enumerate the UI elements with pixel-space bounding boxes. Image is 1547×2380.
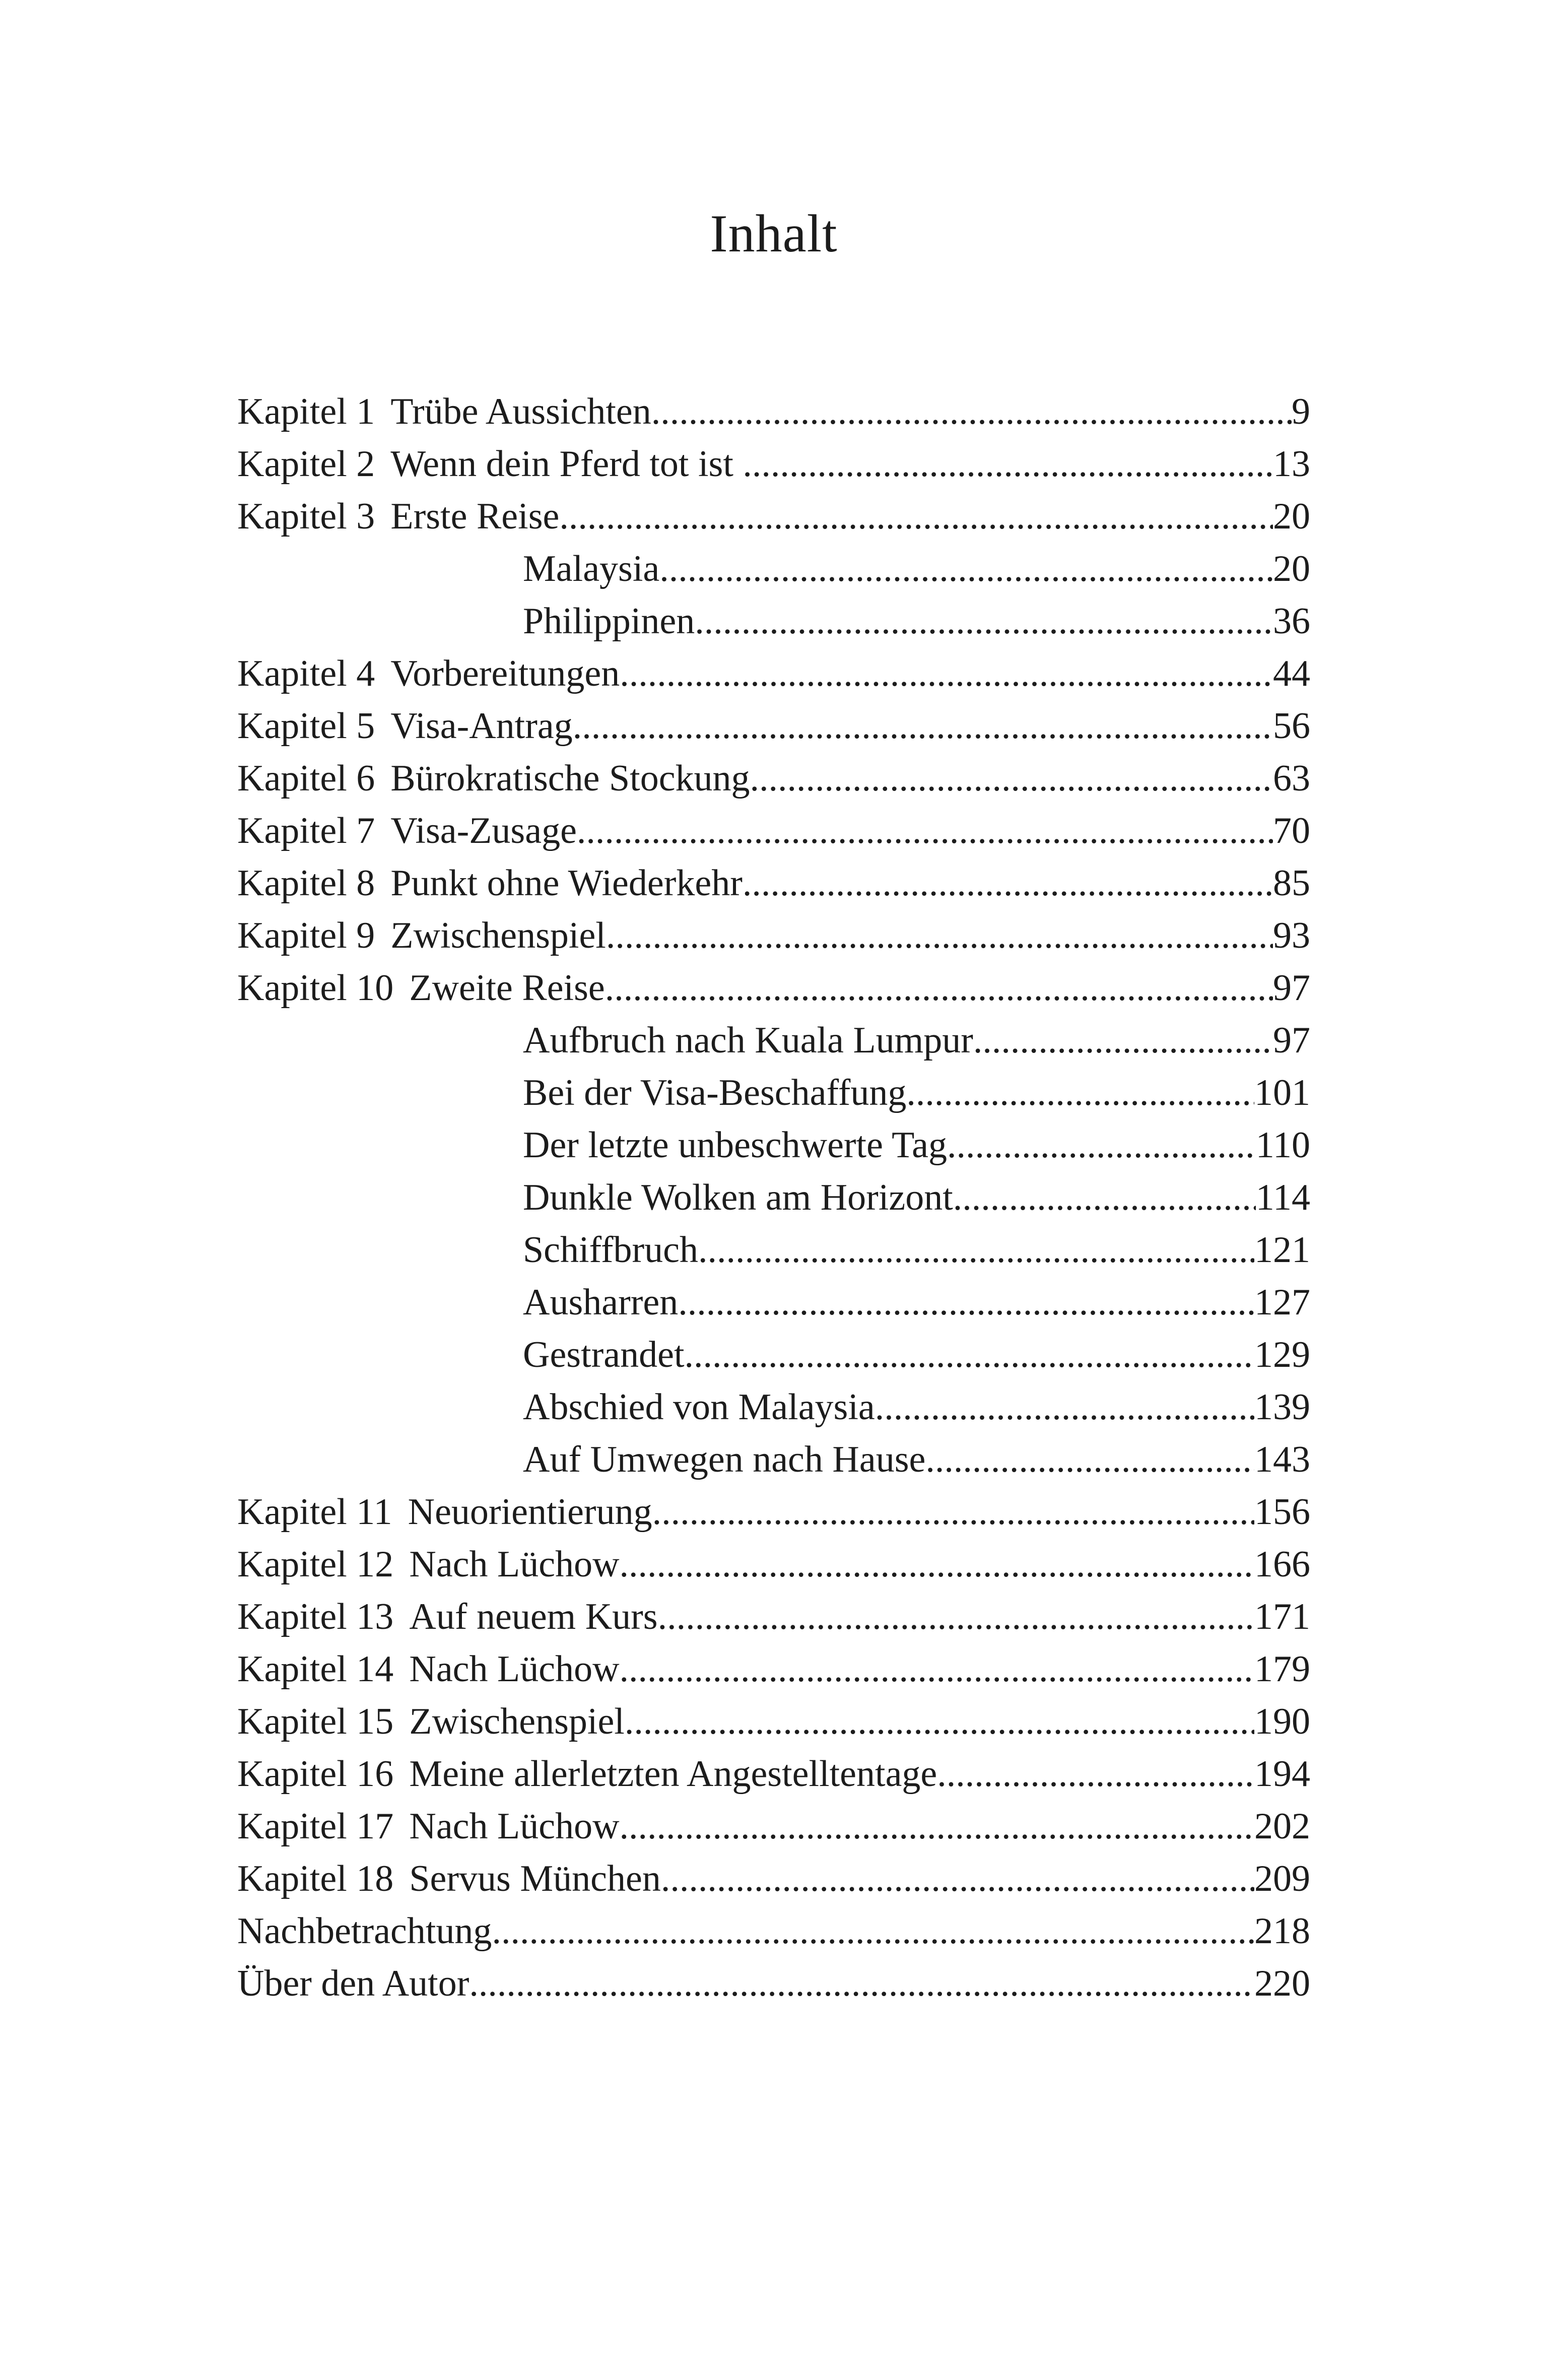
section-title: Auf Umwegen nach Hause — [523, 1439, 926, 1481]
chapter-label: Kapitel 9 — [237, 915, 375, 957]
dot-leader — [652, 1486, 1254, 1538]
page-number: 139 — [1254, 1386, 1310, 1428]
toc-entry — [237, 700, 1310, 752]
page-number: 121 — [1254, 1229, 1310, 1271]
dot-leader — [937, 1748, 1254, 1800]
toc-entry — [237, 490, 1310, 543]
page-number: 127 — [1254, 1282, 1310, 1324]
toc-entry — [237, 438, 1310, 490]
page-number: 190 — [1254, 1701, 1310, 1743]
toc-entry — [237, 1853, 1310, 1905]
dot-leader — [620, 1643, 1254, 1695]
dot-leader — [906, 1067, 1254, 1119]
page-number: 56 — [1273, 705, 1310, 747]
toc-entry — [237, 647, 1310, 700]
dot-leader — [620, 1800, 1254, 1853]
chapter-title: Zweite Reise — [409, 967, 605, 1009]
toc-entry — [237, 1695, 1310, 1748]
chapter-label: Kapitel 5 — [237, 705, 375, 747]
toc-subentry — [237, 1381, 1310, 1433]
chapter-title: Auf neuem Kurs — [409, 1596, 658, 1638]
dot-leader — [947, 1119, 1256, 1171]
chapter-title: Trübe Aussichten — [390, 391, 651, 433]
toc-entry — [237, 1486, 1310, 1538]
page-number: 20 — [1273, 548, 1310, 590]
toc-subentry — [237, 1433, 1310, 1486]
chapter-title: Zwischenspiel — [409, 1701, 625, 1743]
dot-leader — [492, 1905, 1254, 1957]
dot-leader — [678, 1276, 1254, 1329]
page-number: 202 — [1254, 1806, 1310, 1847]
dot-leader — [577, 805, 1273, 857]
section-title: Malaysia — [523, 548, 660, 590]
toc-entry — [237, 1905, 1310, 1957]
chapter-label: Kapitel 7 — [237, 810, 375, 852]
page-title: Inhalt — [710, 204, 838, 263]
toc-subentry — [237, 1171, 1310, 1224]
chapter-title: Nach Lüchow — [409, 1648, 620, 1690]
section-title: Schiffbruch — [523, 1229, 698, 1271]
page-number: 97 — [1273, 967, 1310, 1009]
chapter-label: Kapitel 11 — [237, 1491, 392, 1533]
chapter-label: Kapitel 3 — [237, 496, 375, 538]
page-number: 36 — [1273, 601, 1310, 642]
page-number: 97 — [1273, 1020, 1310, 1062]
dot-leader — [559, 490, 1273, 543]
page-number: 156 — [1254, 1491, 1310, 1533]
page-number: 9 — [1292, 391, 1310, 433]
page-number: 166 — [1254, 1544, 1310, 1585]
chapter-title: Zwischenspiel — [390, 915, 606, 957]
page-number: 179 — [1254, 1648, 1310, 1690]
dot-leader — [606, 909, 1273, 962]
page-number: 44 — [1273, 653, 1310, 695]
page-number: 209 — [1254, 1858, 1310, 1900]
page-number: 63 — [1273, 758, 1310, 800]
chapter-label: Kapitel 6 — [237, 758, 375, 800]
section-title: Ausharren — [523, 1282, 679, 1324]
chapter-label: Kapitel 2 — [237, 443, 375, 485]
page-number: 20 — [1273, 496, 1310, 538]
toc-subentry — [237, 595, 1310, 647]
chapter-label: Kapitel 16 — [237, 1753, 394, 1795]
page-number: 93 — [1273, 915, 1310, 957]
dot-leader — [625, 1695, 1254, 1748]
dot-leader — [750, 752, 1273, 805]
page-number: 114 — [1255, 1177, 1310, 1219]
page-number: 194 — [1254, 1753, 1310, 1795]
chapter-title: Nachbetrachtung — [237, 1910, 492, 1952]
chapter-title: Nach Lüchow — [409, 1544, 620, 1585]
page-number: 171 — [1254, 1596, 1310, 1638]
toc-entry — [237, 909, 1310, 962]
toc-subentry — [237, 1224, 1310, 1276]
toc-subentry — [237, 1119, 1310, 1171]
section-title: Gestrandet — [523, 1334, 685, 1376]
toc-entry — [237, 805, 1310, 857]
section-title: Aufbruch nach Kuala Lumpur — [523, 1020, 973, 1062]
toc-entry — [237, 1957, 1310, 2010]
page-number: 13 — [1273, 443, 1310, 485]
chapter-title: Servus München — [409, 1858, 661, 1900]
chapter-title: Erste Reise — [390, 496, 560, 538]
chapter-title: Bürokratische Stockung — [390, 758, 750, 800]
dot-leader — [651, 385, 1292, 438]
dot-leader — [973, 1014, 1273, 1067]
page-number: 220 — [1254, 1963, 1310, 2005]
chapter-label: Kapitel 4 — [237, 653, 375, 695]
section-title: Der letzte unbeschwerte Tag — [523, 1125, 948, 1166]
toc-entry — [237, 962, 1310, 1014]
page-number: 143 — [1254, 1439, 1310, 1481]
dot-leader — [743, 857, 1273, 909]
chapter-label: Kapitel 17 — [237, 1806, 394, 1847]
dot-leader — [620, 1538, 1254, 1591]
page-number: 101 — [1254, 1072, 1310, 1114]
toc-entry — [237, 1538, 1310, 1591]
chapter-title: Vorbereitungen — [390, 653, 620, 695]
chapter-title: Visa-Zusage — [390, 810, 577, 852]
chapter-label: Kapitel 15 — [237, 1701, 394, 1743]
toc-subentry — [237, 1067, 1310, 1119]
chapter-label: Kapitel 8 — [237, 863, 375, 904]
dot-leader — [658, 1591, 1254, 1643]
dot-leader — [743, 438, 1273, 490]
chapter-title: Visa-Antrag — [390, 705, 573, 747]
page-number: 218 — [1254, 1910, 1310, 1952]
table-of-contents — [237, 385, 1310, 2010]
toc-subentry — [237, 1276, 1310, 1329]
section-title: Bei der Visa-Beschaffung — [523, 1072, 907, 1114]
dot-leader — [685, 1329, 1254, 1381]
dot-leader — [469, 1957, 1254, 2010]
chapter-title: Wenn dein Pferd tot ist — [390, 443, 743, 485]
page-number: 70 — [1273, 810, 1310, 852]
chapter-label: Kapitel 10 — [237, 967, 394, 1009]
toc-subentry — [237, 1329, 1310, 1381]
dot-leader — [925, 1433, 1254, 1486]
chapter-label: Kapitel 18 — [237, 1858, 394, 1900]
toc-entry — [237, 1748, 1310, 1800]
toc-entry — [237, 1800, 1310, 1853]
page-number: 85 — [1273, 863, 1310, 904]
page-number: 110 — [1255, 1125, 1310, 1166]
chapter-title: Punkt ohne Wiederkehr — [390, 863, 743, 904]
dot-leader — [605, 962, 1273, 1014]
page-number: 129 — [1254, 1334, 1310, 1376]
chapter-label: Kapitel 13 — [237, 1596, 394, 1638]
chapter-title: Meine allerletzten Angestelltentage — [409, 1753, 937, 1795]
toc-subentry — [237, 1014, 1310, 1067]
dot-leader — [698, 1224, 1254, 1276]
chapter-label: Kapitel 1 — [237, 391, 375, 433]
dot-leader — [659, 543, 1273, 595]
toc-entry — [237, 857, 1310, 909]
toc-entry — [237, 385, 1310, 438]
toc-subentry — [237, 543, 1310, 595]
chapter-title: Nach Lüchow — [409, 1806, 620, 1847]
dot-leader — [573, 700, 1273, 752]
dot-leader — [620, 647, 1273, 700]
dot-leader — [695, 595, 1273, 647]
toc-entry — [237, 1591, 1310, 1643]
chapter-label: Kapitel 12 — [237, 1544, 394, 1585]
chapter-title: Über den Autor — [237, 1963, 469, 2005]
section-title: Philippinen — [523, 601, 695, 642]
dot-leader — [875, 1381, 1254, 1433]
toc-entry — [237, 1643, 1310, 1695]
chapter-label: Kapitel 14 — [237, 1648, 394, 1690]
toc-entry — [237, 752, 1310, 805]
chapter-title: Neuorientierung — [408, 1491, 652, 1533]
section-title: Dunkle Wolken am Horizont — [523, 1177, 953, 1219]
dot-leader — [661, 1853, 1254, 1905]
dot-leader — [953, 1171, 1256, 1224]
section-title: Abschied von Malaysia — [523, 1386, 875, 1428]
